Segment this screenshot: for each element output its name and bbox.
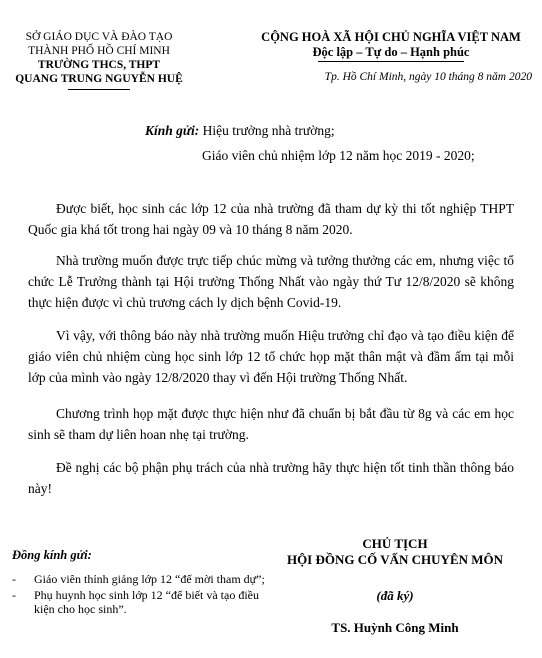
paragraph-5: Đề nghị các bộ phận phụ trách của nhà trường hãy thực hiện tốt tinh thần thông báo này! <box>28 460 514 496</box>
signature-signed-note: (đã ký) <box>376 588 414 603</box>
recipients-line1 <box>145 122 525 140</box>
issuer-block <box>4 30 194 86</box>
issuer-school-line1: TRƯỜNG THCS, THPT <box>37 59 161 71</box>
national-motto: Độc lập – Tự do – Hạnh phúc <box>312 45 470 59</box>
paragraph-1: Được biết, học sinh các lớp 12 của nhà trường đã tham dự kỳ thi tốt nghiệp THPT Quốc gia khá tốt trong hai ngày 09 và 10 tháng 8 năm 2020. <box>28 201 514 237</box>
issuer-city: THÀNH PHỐ HỒ CHÍ MINH <box>28 45 170 57</box>
document-date: Tp. Hồ Chí Minh, ngày 10 tháng 8 năm 2020 <box>324 71 532 83</box>
cc-title: Đồng kính gửi: <box>12 548 92 562</box>
cc-item: - Giáo viên thỉnh giảng lớp 12 “để mời tham dự”; <box>8 572 273 586</box>
recipients-label: Kính gửi: <box>145 123 200 138</box>
issuer-department: SỞ GIÁO DỤC VÀ ĐÀO TẠO <box>25 31 173 43</box>
signature-title-1: CHỦ TỊCH <box>362 536 428 551</box>
paragraph-2: Nhà trường muốn được trực tiếp chúc mừng và tưởng thưởng các em, nhưng việc tổ chức Lễ Trưởng thành tại Hội trường Thống Nhất vào ngày thứ Tư 12/8/2020 sẽ không thực hiện được vì chủ trương cách ly dịch bệnh Covid-19. <box>28 253 514 310</box>
recipient-homeroom-teachers: Giáo viên chủ nhiệm lớp 12 năm học 2019 - 2020; <box>202 148 475 163</box>
paragraph-3: Vì vậy, với thông báo này nhà trường muốn Hiệu trưởng chỉ đạo và tạo điều kiện để giáo viên chủ nhiệm cùng học sinh lớp 12 tổ chức họp mặt thân mật và đầm ấm tại mỗi lớp của mình vào ngày 12/8/2020 thay vì đến Hội trường Thống Nhất. <box>28 328 514 385</box>
issuer-underline <box>68 89 130 90</box>
signature-title-2: HỘI ĐỒNG CỐ VẤN CHUYÊN MÔN <box>286 552 504 567</box>
national-title: CỘNG HOÀ XÃ HỘI CHỦ NGHĨA VIỆT NAM <box>261 30 521 44</box>
recipient-principal: Hiệu trưởng nhà trường; <box>199 123 335 138</box>
cc-item: - Phụ huynh học sinh lớp 12 “để biết và tạo điều kiện cho học sinh”. <box>8 588 273 616</box>
signatory-name: TS. Huỳnh Công Minh <box>331 620 459 635</box>
issuer-school-line2: QUANG TRUNG NGUYỄN HUỆ <box>15 73 183 85</box>
signature-block <box>255 536 535 636</box>
motto-underline <box>318 61 464 62</box>
cc-list <box>8 572 273 616</box>
national-motto-block <box>246 30 536 60</box>
paragraph-4: Chương trình họp mặt được thực hiện như đã chuẩn bị bắt đầu từ 8g và các em học sinh sẽ tham dự liên hoan nhẹ tại trường. <box>28 406 514 442</box>
